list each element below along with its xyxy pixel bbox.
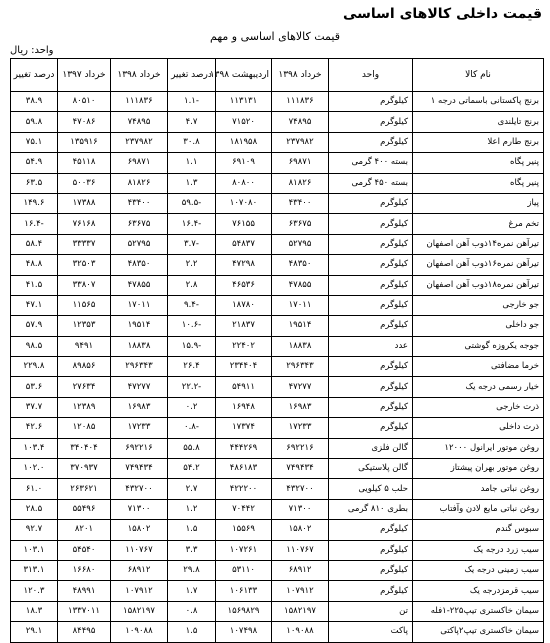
cell-khordad-98-b: ۱۵۸۲۱۹۷ [111,601,168,621]
cell-khordad-98-b: ۱۱۰۷۶۷ [111,540,168,560]
cell-change-monthly: ۰.۲ [168,397,216,417]
cell-khordad-97: ۸۰۵۱۰ [58,92,111,112]
table-row [11,336,544,356]
cell-item-name: تیرآهن نمره۱۶ذوب آهن اصفهان [413,255,544,275]
cell-unit: کیلوگرم [329,92,413,112]
table-row [11,540,544,560]
header-change-monthly: درصد تغییر [168,59,216,92]
cell-change-monthly: ۲.۲ [168,255,216,275]
table-row [11,295,544,315]
table-body [11,92,544,643]
cell-ordibehesht-98: ۲۳۴۴۰۴ [216,357,272,377]
cell-unit: کیلوگرم [329,295,413,315]
cell-ordibehesht-98: ۲۱۸۳۷ [216,316,272,336]
cell-ordibehesht-98: ۷۰۴۴۲ [216,499,272,519]
cell-change-monthly: ۱.۲ [168,499,216,519]
cell-khordad-98: ۴۳۴۰۰ [272,193,329,213]
cell-ordibehesht-98: ۱۷۳۷۴ [216,418,272,438]
cell-item-name: برنج پاکستانی باسماتی درجه ۱ [413,92,544,112]
cell-khordad-97: ۴۸۹۹۱ [58,581,111,601]
cell-khordad-97: ۴۷۰۸۶ [58,112,111,132]
cell-khordad-97: ۱۷۳۸۸ [58,193,111,213]
cell-khordad-98-b: ۴۳۴۰۰ [111,193,168,213]
cell-item-name: جوجه یکروزه گوشتی [413,336,544,356]
cell-change-yearly: ۲۸.۵ [11,499,58,519]
cell-change-yearly: ۶۳.۵ [11,173,58,193]
cell-change-yearly: ۱۰۲.۰ [11,459,58,479]
cell-change-monthly: ۰.۸ [168,601,216,621]
table-row [11,357,544,377]
cell-ordibehesht-98: ۵۴۸۳۷ [216,234,272,254]
cell-change-yearly: ۵۷.۹ [11,316,58,336]
cell-khordad-98: ۱۷۰۱۱ [272,295,329,315]
cell-khordad-97: ۵۴۵۴۰ [58,540,111,560]
cell-khordad-98-b: ۱۶۹۸۳ [111,397,168,417]
table-row [11,153,544,173]
table-row [11,520,544,540]
cell-ordibehesht-98: ۱۵۶۹۸۲۹ [216,601,272,621]
cell-change-monthly: -۱۰.۶ [168,316,216,336]
cell-change-yearly: ۳۱۳.۱ [11,560,58,580]
cell-khordad-98: ۴۷۲۷۷ [272,377,329,397]
cell-change-yearly: ۱۰۳.۱ [11,540,58,560]
cell-item-name: سیب زرد درجه یک [413,540,544,560]
cell-ordibehesht-98: ۴۸۶۱۸۳ [216,459,272,479]
cell-unit: کیلوگرم [329,397,413,417]
cell-khordad-98: ۱۰۹۰۸۸ [272,622,329,642]
cell-unit: کیلوگرم [329,214,413,234]
cell-item-name: تیرآهن نمره۱۴ذوب آهن اصفهان [413,234,544,254]
cell-khordad-98: ۱۵۸۰۲ [272,520,329,540]
cell-khordad-97: ۱۳۵۹۱۶ [58,132,111,152]
cell-unit: کیلوگرم [329,112,413,132]
cell-khordad-97: ۸۲۰۱ [58,520,111,540]
cell-change-monthly: -۰.۸ [168,418,216,438]
table-row [11,234,544,254]
cell-change-yearly: ۱۴۹.۶ [11,193,58,213]
cell-ordibehesht-98: ۴۲۲۲۰۰ [216,479,272,499]
cell-khordad-98: ۸۱۸۲۶ [272,173,329,193]
cell-ordibehesht-98: ۲۲۴۰۲ [216,336,272,356]
cell-khordad-98: ۶۳۶۷۵ [272,214,329,234]
cell-khordad-98: ۶۹۲۲۱۶ [272,438,329,458]
cell-khordad-98-b: ۸۱۸۲۶ [111,173,168,193]
table-row [11,601,544,621]
cell-khordad-97: ۱۶۶۸۰ [58,560,111,580]
cell-khordad-98-b: ۱۹۵۱۴ [111,316,168,336]
cell-khordad-98: ۲۹۶۳۴۳ [272,357,329,377]
cell-change-yearly: ۴۷.۱ [11,295,58,315]
cell-change-yearly: ۳۸.۹ [11,92,58,112]
cell-khordad-98: ۱۵۸۲۱۹۷ [272,601,329,621]
cell-khordad-98-b: ۵۲۷۹۵ [111,234,168,254]
cell-item-name: سیمان خاکستری تیپ۲پاکتی [413,622,544,642]
cell-khordad-97: ۵۰۰۳۶ [58,173,111,193]
cell-khordad-97: ۲۷۶۳۴ [58,377,111,397]
table-row [11,214,544,234]
cell-unit: تن [329,601,413,621]
cell-item-name: سبوس گندم [413,520,544,540]
cell-change-monthly: ۲.۷ [168,479,216,499]
table-row [11,316,544,336]
header-unit: واحد [329,59,413,92]
cell-change-monthly: -۱.۱ [168,92,216,112]
cell-ordibehesht-98: ۱۸۷۸۰ [216,295,272,315]
cell-change-yearly: ۱۰۳.۴ [11,438,58,458]
cell-ordibehesht-98: ۴۴۴۲۶۹ [216,438,272,458]
cell-khordad-97: ۳۳۸۰۷ [58,275,111,295]
cell-unit: کیلوگرم [329,132,413,152]
cell-item-name: برنج تایلندی [413,112,544,132]
cell-khordad-97: ۵۵۴۹۶ [58,499,111,519]
table-subtitle: قیمت کالاهای اساسی و مهم [210,30,340,43]
cell-item-name: ذرت داخلی [413,418,544,438]
cell-khordad-98-b: ۲۳۷۹۸۲ [111,132,168,152]
cell-change-monthly: ۱.۵ [168,622,216,642]
cell-change-monthly: ۳.۳ [168,540,216,560]
cell-ordibehesht-98: ۱۸۱۹۵۸ [216,132,272,152]
cell-change-yearly: ۷۵.۱ [11,132,58,152]
cell-unit: گالن پلاستیکی [329,459,413,479]
cell-ordibehesht-98: ۱۰۶۱۳۳ [216,581,272,601]
cell-khordad-98-b: ۱۱۱۸۳۶ [111,92,168,112]
cell-ordibehesht-98: ۵۳۱۱۰ [216,560,272,580]
cell-khordad-98: ۷۱۳۰۰ [272,499,329,519]
cell-change-monthly: -۳.۷ [168,234,216,254]
cell-item-name: روغن موتور بهران پیشتاز [413,459,544,479]
cell-khordad-98: ۴۷۸۵۵ [272,275,329,295]
cell-change-monthly: ۵۴.۲ [168,459,216,479]
cell-khordad-98-b: ۴۸۳۵۰ [111,255,168,275]
cell-khordad-97: ۳۷۰۹۳۷ [58,459,111,479]
cell-change-yearly: ۱۸.۳ [11,601,58,621]
cell-item-name: پیاز [413,193,544,213]
cell-item-name: روغن موتور ایرانول ۱۲۰۰۰ [413,438,544,458]
table-row [11,459,544,479]
table-row [11,560,544,580]
cell-khordad-98: ۴۳۲۷۰۰ [272,479,329,499]
table-row [11,418,544,438]
cell-ordibehesht-98: ۸۰۸۰۰ [216,173,272,193]
cell-unit: کیلوگرم [329,520,413,540]
cell-change-monthly: ۳۰.۸ [168,132,216,152]
table-row [11,377,544,397]
cell-khordad-98: ۱۶۹۸۳ [272,397,329,417]
table-row [11,397,544,417]
cell-ordibehesht-98: ۱۰۷۲۶۱ [216,540,272,560]
header-khordad-98-b: خرداد ۱۳۹۸ [111,59,168,92]
cell-unit: بسته ۴۵۰ گرمی [329,173,413,193]
cell-khordad-98: ۲۳۷۹۸۲ [272,132,329,152]
cell-item-name: خرما مضافتی [413,357,544,377]
cell-change-monthly: ۵۵.۸ [168,438,216,458]
cell-khordad-98-b: ۱۰۹۰۸۸ [111,622,168,642]
cell-ordibehesht-98: ۴۷۲۹۸ [216,255,272,275]
cell-change-monthly: -۱۶.۴ [168,214,216,234]
cell-change-monthly: ۱.۱ [168,153,216,173]
cell-unit: کیلوگرم [329,418,413,438]
page-title: قیمت داخلی کالاهای اساسی [342,6,542,22]
cell-item-name: خیار رسمی درجه یک [413,377,544,397]
cell-unit: کیلوگرم [329,255,413,275]
cell-khordad-97: ۲۶۳۶۲۱ [58,479,111,499]
cell-item-name: سیب زمینی درجه یک [413,560,544,580]
cell-khordad-98-b: ۴۷۲۷۷ [111,377,168,397]
cell-item-name: سیب قرمزدرجه یک [413,581,544,601]
cell-unit: کیلوگرم [329,193,413,213]
table-row [11,92,544,112]
cell-item-name: پنیر پگاه [413,173,544,193]
cell-change-monthly: ۴.۷ [168,112,216,132]
cell-item-name: پنیر پگاه [413,153,544,173]
cell-unit: بطری ۸۱۰ گرمی [329,499,413,519]
cell-change-monthly: ۲۹.۸ [168,560,216,580]
cell-khordad-97: ۴۵۱۱۸ [58,153,111,173]
cell-ordibehesht-98: ۷۶۱۵۵ [216,214,272,234]
cell-change-yearly: ۵۳.۶ [11,377,58,397]
header-ordibehesht-98: اردیبهشت ۱۳۹۸ [216,59,272,92]
cell-khordad-98-b: ۱۷۰۱۱ [111,295,168,315]
header-khordad-98: خرداد ۱۳۹۸ [272,59,329,92]
cell-change-yearly: ۹۸.۵ [11,336,58,356]
cell-unit: کیلوگرم [329,357,413,377]
cell-khordad-97: ۸۹۸۵۶ [58,357,111,377]
cell-ordibehesht-98: ۱۰۷۰۸۰ [216,193,272,213]
header-item-name: نام کالا [413,59,544,92]
cell-khordad-98-b: ۷۴۸۹۵ [111,112,168,132]
cell-khordad-98-b: ۲۹۶۳۴۳ [111,357,168,377]
cell-change-monthly: ۲۶.۴ [168,357,216,377]
cell-change-yearly: ۶۱.۰ [11,479,58,499]
table-row [11,622,544,642]
cell-khordad-98-b: ۶۳۶۷۵ [111,214,168,234]
cell-khordad-98: ۱۰۷۹۱۲ [272,581,329,601]
cell-khordad-98-b: ۴۳۲۷۰۰ [111,479,168,499]
cell-khordad-97: ۹۴۹۱ [58,336,111,356]
cell-item-name: روغن نباتی مایع لادن وآفتاب [413,499,544,519]
cell-khordad-98: ۵۲۷۹۵ [272,234,329,254]
cell-khordad-98-b: ۱۷۲۳۳ [111,418,168,438]
cell-unit: کیلوگرم [329,540,413,560]
cell-unit: پاکت [329,622,413,642]
cell-change-monthly: ۱.۳ [168,173,216,193]
cell-unit: بسته ۴۰۰ گرمی [329,153,413,173]
cell-khordad-98-b: ۷۱۳۰۰ [111,499,168,519]
cell-khordad-98: ۶۸۹۱۲ [272,560,329,580]
cell-item-name: جو داخلی [413,316,544,336]
cell-change-monthly: -۹.۴ [168,295,216,315]
cell-unit: کیلوگرم [329,377,413,397]
table-row [11,173,544,193]
cell-ordibehesht-98: ۱۰۷۴۹۸ [216,622,272,642]
table-row [11,499,544,519]
cell-item-name: ذرت خارجی [413,397,544,417]
price-table [10,58,544,643]
cell-change-yearly: ۱۲۰.۳ [11,581,58,601]
header-khordad-97: خرداد ۱۳۹۷ [58,59,111,92]
cell-khordad-97: ۸۴۴۹۵ [58,622,111,642]
cell-ordibehesht-98: ۴۶۵۳۶ [216,275,272,295]
table-header-row [11,59,544,92]
cell-change-monthly: -۲۲.۲ [168,377,216,397]
table-row [11,275,544,295]
header-change-yearly: درصد تغییر [11,59,58,92]
cell-change-yearly: ۴۲.۶ [11,418,58,438]
cell-khordad-98: ۱۱۰۷۶۷ [272,540,329,560]
cell-item-name: روغن نباتی جامد [413,479,544,499]
cell-unit: کیلوگرم [329,560,413,580]
cell-khordad-98-b: ۶۹۲۲۱۶ [111,438,168,458]
cell-khordad-98: ۷۴۸۹۵ [272,112,329,132]
cell-ordibehesht-98: ۱۱۳۱۳۱ [216,92,272,112]
cell-ordibehesht-98: ۵۴۹۱۱ [216,377,272,397]
cell-change-yearly: ۲۲۹.۸ [11,357,58,377]
cell-khordad-97: ۱۲۰۸۵ [58,418,111,438]
cell-change-yearly: ۵۸.۴ [11,234,58,254]
table-row [11,255,544,275]
cell-unit: کیلوگرم [329,316,413,336]
cell-khordad-98: ۷۴۹۴۳۴ [272,459,329,479]
cell-change-monthly: ۱.۵ [168,520,216,540]
table-row [11,581,544,601]
table-row [11,112,544,132]
cell-khordad-98: ۱۷۲۳۳ [272,418,329,438]
table-row [11,479,544,499]
cell-ordibehesht-98: ۷۱۵۲۰ [216,112,272,132]
cell-khordad-97: ۱۳۳۷۰۱۱ [58,601,111,621]
cell-khordad-97: ۱۲۳۵۳ [58,316,111,336]
cell-item-name: تخم مرغ [413,214,544,234]
cell-khordad-98-b: ۱۸۸۳۸ [111,336,168,356]
cell-change-yearly: ۵۹.۸ [11,112,58,132]
cell-ordibehesht-98: ۱۶۹۴۸ [216,397,272,417]
table-row [11,132,544,152]
cell-khordad-97: ۳۲۵۰۳ [58,255,111,275]
cell-change-yearly: ۵۴.۹ [11,153,58,173]
table-row [11,193,544,213]
cell-change-yearly: ۴۸.۸ [11,255,58,275]
cell-change-monthly: -۵۹.۵ [168,193,216,213]
cell-change-monthly: -۱۵.۹ [168,336,216,356]
cell-change-yearly: ۳۷.۷ [11,397,58,417]
cell-ordibehesht-98: ۱۵۵۶۹ [216,520,272,540]
cell-khordad-98: ۴۸۳۵۰ [272,255,329,275]
cell-item-name: برنج طارم اعلا [413,132,544,152]
cell-khordad-98-b: ۶۹۸۷۱ [111,153,168,173]
cell-khordad-97: ۳۳۳۳۷ [58,234,111,254]
cell-khordad-98: ۱۹۵۱۴ [272,316,329,336]
cell-change-yearly: -۱۶.۴ [11,214,58,234]
cell-khordad-98: ۱۸۸۳۸ [272,336,329,356]
cell-item-name: تیرآهن نمره۱۸ذوب آهن اصفهان [413,275,544,295]
cell-unit: کیلوگرم [329,581,413,601]
cell-khordad-98-b: ۱۵۸۰۲ [111,520,168,540]
cell-khordad-97: ۳۴۰۴۰۴ [58,438,111,458]
cell-unit: گالن فلزی [329,438,413,458]
cell-change-yearly: ۹۲.۷ [11,520,58,540]
cell-khordad-98-b: ۱۰۷۹۱۲ [111,581,168,601]
cell-khordad-97: ۷۶۱۶۸ [58,214,111,234]
cell-change-yearly: ۴۱.۵ [11,275,58,295]
cell-ordibehesht-98: ۶۹۱۰۹ [216,153,272,173]
cell-unit: حلب ۵ کیلویی [329,479,413,499]
table-row [11,438,544,458]
cell-khordad-97: ۱۱۵۶۵ [58,295,111,315]
cell-item-name: جو خارجی [413,295,544,315]
cell-change-yearly: ۲۹.۱ [11,622,58,642]
unit-label: واحد: ریال [10,45,54,56]
cell-khordad-98-b: ۴۷۸۵۵ [111,275,168,295]
cell-khordad-98: ۱۱۱۸۳۶ [272,92,329,112]
cell-khordad-98-b: ۶۸۹۱۲ [111,560,168,580]
cell-khordad-97: ۱۲۳۸۹ [58,397,111,417]
cell-change-monthly: ۲.۸ [168,275,216,295]
cell-unit: کیلوگرم [329,234,413,254]
cell-item-name: سیمان خاکستری تیپ۲۲۵-۱فله [413,601,544,621]
cell-khordad-98-b: ۷۴۹۴۳۴ [111,459,168,479]
cell-unit: کیلوگرم [329,275,413,295]
cell-unit: عدد [329,336,413,356]
cell-change-monthly: ۱.۷ [168,581,216,601]
cell-khordad-98: ۶۹۸۷۱ [272,153,329,173]
